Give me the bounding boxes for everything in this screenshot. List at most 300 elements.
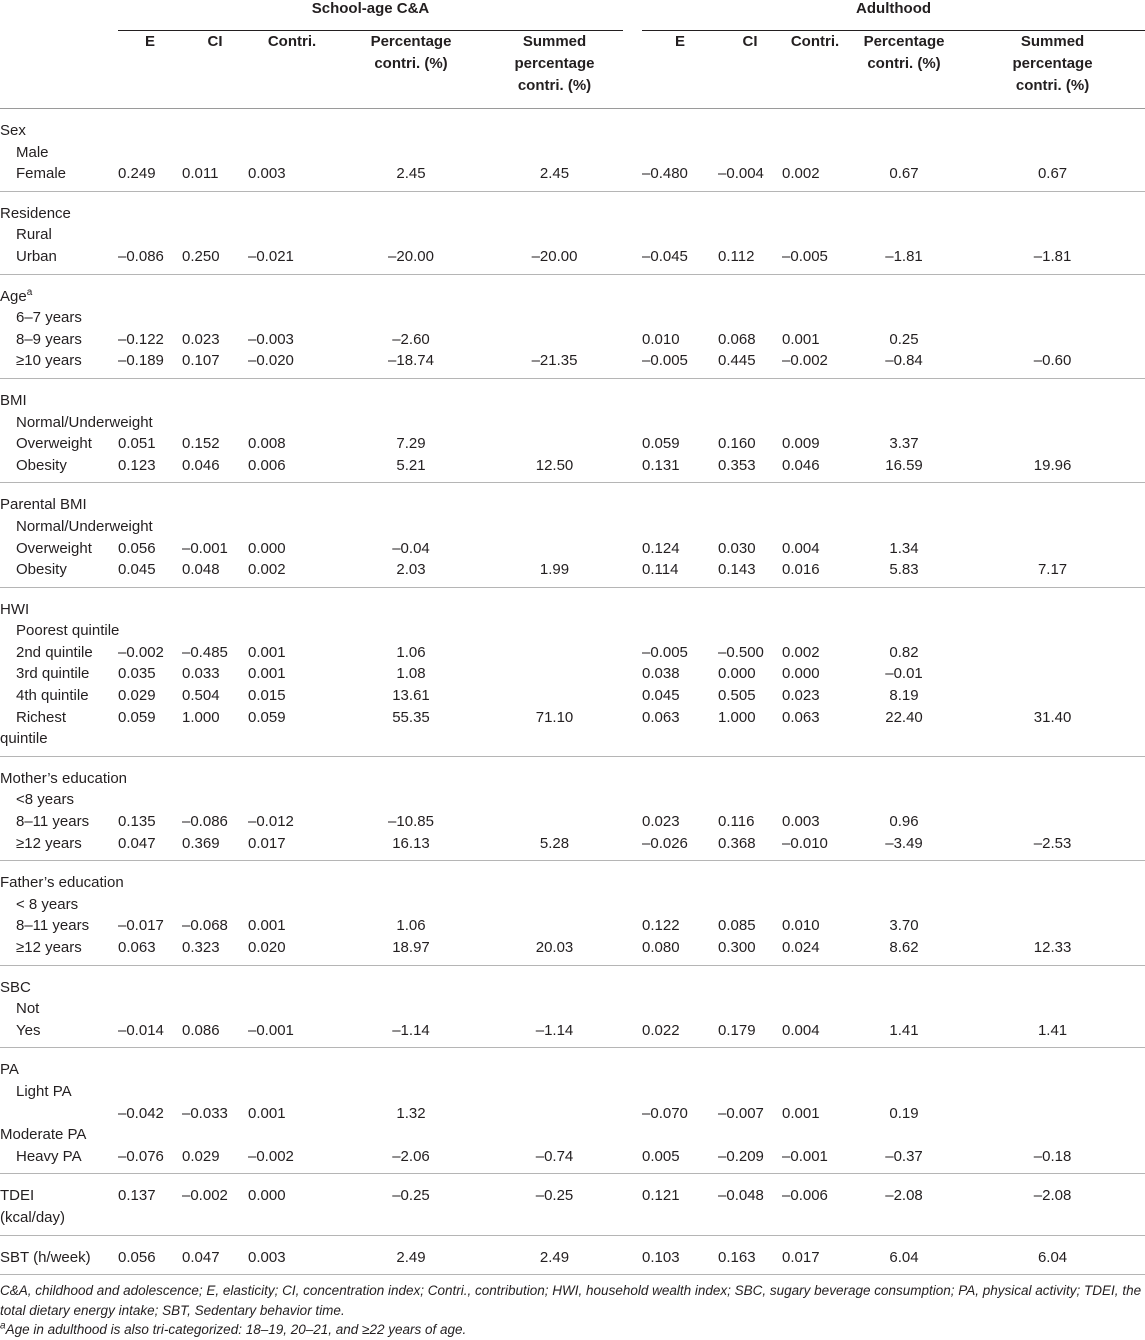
table-cell: –2.53 [960,833,1145,861]
table-cell: –0.004 [718,163,782,191]
table-cell [718,224,782,246]
table-cell [336,142,486,164]
table-cell: 1.06 [396,643,426,661]
table-cell [960,483,1145,516]
table-cell [336,1124,486,1146]
table-cell: 0.047 [182,1235,248,1275]
table-cell [642,307,718,329]
table-cell [182,378,248,411]
table-cell [486,1081,623,1103]
table-cell: 22.40 [885,708,923,726]
table-cell: 0.82 [889,643,919,661]
table-cell [960,861,1145,894]
table-cell [248,191,336,224]
table-cell [336,224,486,246]
table-cell: –0.500 [718,643,764,661]
table-row [0,559,1145,587]
table-cell [118,378,182,411]
table-cell [960,811,1145,833]
table-cell: 0.19 [889,1104,919,1122]
table-cell: 0.504 [182,687,220,705]
table-cell: –0.020 [248,350,336,378]
table-cell: –0.086 [118,246,182,274]
table-cell: 0.023 [642,813,680,831]
table-cell [182,756,248,789]
col-header-ci: CI [182,31,248,109]
table-cell: 0.059 [642,435,680,453]
table-cell: 0.080 [642,937,718,965]
table-cell: 0.179 [718,1020,782,1048]
table-cell [960,915,1145,937]
table-cell [848,274,960,307]
col-header-percentage: Percentage contri. (%) [848,31,960,109]
table-row [0,142,1145,164]
table-cell [642,142,718,164]
table-cell: 0.011 [182,163,248,191]
table-cell [718,274,782,307]
table-cell [960,728,1145,756]
table-cell: 0.001 [248,643,286,661]
table-cell [118,1048,182,1081]
table-cell: 0.000 [782,665,820,683]
table-cell: 0.010 [642,330,680,348]
table-cell [718,587,782,620]
table-cell: 0.063 [118,937,182,965]
table-cell: 0.045 [642,687,680,705]
table-cell: –1.81 [848,246,960,274]
table-cell [960,756,1145,789]
table-cell: 6.04 [848,1235,960,1275]
row-label: quintile [0,728,118,756]
table-cell [718,378,782,411]
col-header-summed: Summed percentage contri. (%) [960,31,1145,109]
table-cell [182,307,248,329]
group-header-school-age: School-age C&A [118,0,623,31]
table-cell [118,483,182,516]
row-label: Normal/Underweight [16,517,153,535]
table-cell: 0.004 [782,539,820,557]
table-cell: –0.001 [248,1020,336,1048]
table-cell [486,915,623,937]
table-cell [718,412,782,434]
table-cell: 0.085 [718,917,756,935]
table-cell: 16.59 [848,455,960,483]
table-cell [642,861,718,894]
table-cell: 18.97 [336,937,486,965]
table-cell [782,861,848,894]
table-cell [336,307,486,329]
table-cell: 0.003 [782,813,820,831]
table-cell [248,378,336,411]
table-cell [118,728,182,756]
table-cell: –3.49 [848,833,960,861]
table-cell [642,412,718,434]
table-cell: –20.00 [336,246,486,274]
table-cell: 0.056 [118,539,156,557]
table-cell: 0.323 [182,937,248,965]
table-cell [718,307,782,329]
table-cell [182,412,248,434]
table-cell [118,1081,182,1103]
col-header-ci: CI [718,31,782,109]
table-cell [486,894,623,916]
section-title: Residence [0,204,71,222]
table-cell [336,412,486,434]
table-cell: 0.035 [118,665,156,683]
table-cell [960,307,1145,329]
table-cell [848,1081,960,1103]
table-cell: 0.005 [642,1146,718,1174]
table-cell [782,965,848,998]
table-cell [718,1048,782,1081]
row-label [0,1103,118,1125]
table-cell [182,728,248,756]
table-cell: 0.045 [118,559,182,587]
table-cell [960,1124,1145,1146]
table-cell [486,224,623,246]
row-label: 8–11 years [16,917,90,935]
table-cell: –0.74 [486,1146,623,1174]
table-row [0,811,1145,833]
table-cell: 19.96 [960,455,1145,483]
row-label: 6–7 years [16,309,82,327]
table-cell: –20.00 [486,246,623,274]
table-cell: 1.08 [396,665,426,683]
table-cell [848,307,960,329]
table-cell: 1.000 [718,708,756,726]
table-cell: 0.068 [718,330,756,348]
table-row [0,1048,1145,1081]
table-cell [782,789,848,811]
table-cell [248,756,336,789]
table-cell: 0.114 [642,559,718,587]
table-cell [336,191,486,224]
row-label: 4th quintile [16,687,89,705]
table-cell: 0.122 [642,917,680,935]
table-cell: –2.06 [336,1146,486,1174]
table-cell [486,307,623,329]
table-cell: 0.67 [848,163,960,191]
row-label: Urban [0,246,118,274]
table-row [0,483,1145,516]
table-row [0,538,1145,560]
table-cell [960,412,1145,434]
table-cell: 0.000 [248,539,286,557]
table-cell [486,998,623,1020]
col-header-contri: Contri. [248,31,336,109]
table-cell [118,756,182,789]
table-cell: –0.25 [486,1174,623,1235]
table-cell [486,861,623,894]
table-cell: –1.81 [960,246,1145,274]
section-title: PA [0,1061,19,1079]
table-cell: 3.37 [889,435,919,453]
table-cell: 1.99 [486,559,623,587]
table-cell: 0.023 [182,330,220,348]
row-label: Yes [0,1020,118,1048]
table-cell [336,516,486,538]
table-cell: –0.122 [118,330,164,348]
table-cell: –0.021 [248,246,336,274]
table-cell: –0.076 [118,1146,182,1174]
table-cell: 0.033 [182,665,220,683]
table-row [0,191,1145,224]
table-cell [182,998,248,1020]
table-cell: 1.41 [848,1020,960,1048]
table-cell [486,109,623,142]
table-cell [782,1124,848,1146]
table-cell [848,861,960,894]
row-label: 3rd quintile [16,665,90,683]
table-cell [486,142,623,164]
table-cell: –0.017 [118,917,164,935]
table-cell: 2.49 [336,1235,486,1275]
table-cell [486,620,623,642]
table-cell [182,191,248,224]
row-label: Richest [16,708,67,726]
table-cell [118,307,182,329]
table-cell [248,1124,336,1146]
table-cell: –0.033 [182,1104,228,1122]
table-cell [848,998,960,1020]
table-cell [642,274,718,307]
table-row [0,728,1145,756]
table-cell [960,998,1145,1020]
table-cell [848,191,960,224]
table-cell [486,378,623,411]
table-cell [118,274,182,307]
table-cell [486,642,623,664]
table-row [0,1235,1145,1275]
table-cell: –10.85 [388,813,434,831]
table-cell [782,307,848,329]
row-label: < 8 years [16,895,79,913]
table-cell [960,1048,1145,1081]
table-cell: 0.030 [718,539,756,557]
table-cell [718,1124,782,1146]
row-label: ≥12 years [0,833,118,861]
table-cell [960,433,1145,455]
table-cell [182,1048,248,1081]
table-cell [248,998,336,1020]
table-cell [718,191,782,224]
table-row [0,1146,1145,1174]
table-cell [182,274,248,307]
table-cell [118,894,182,916]
table-cell [960,109,1145,142]
table-row [0,350,1145,378]
table-cell [486,789,623,811]
table-cell [486,412,623,434]
table-cell [486,728,623,756]
table-cell [182,965,248,998]
table-cell [848,412,960,434]
table-cell: –0.014 [118,1020,182,1048]
table-cell [248,109,336,142]
table-cell: 1.32 [396,1104,426,1122]
table-row [0,587,1145,620]
table-cell: 0.445 [718,350,782,378]
table-cell [182,224,248,246]
table-cell [960,1081,1145,1103]
table-cell: 71.10 [535,708,574,726]
table-cell [718,789,782,811]
table-cell [960,789,1145,811]
table-cell [118,789,182,811]
section-title: Sex [0,122,26,139]
table-cell [336,587,486,620]
table-cell: 0.017 [782,1235,848,1275]
table-cell [642,1124,718,1146]
section-title: SBT (h/week) [0,1235,118,1275]
table-cell: –0.37 [848,1146,960,1174]
table-cell [782,1048,848,1081]
col-header-percentage: Percentage contri. (%) [336,31,486,109]
table-cell [718,965,782,998]
table-cell [336,789,486,811]
table-cell: 0.143 [718,559,782,587]
table-cell [848,728,960,756]
row-label: Not [16,1000,40,1018]
table-cell: –0.25 [336,1174,486,1235]
table-cell: –0.84 [848,350,960,378]
table-row [0,274,1145,307]
table-cell [486,433,623,455]
table-cell [782,142,848,164]
table-cell: –0.002 [118,643,164,661]
table-cell: 0.368 [718,833,782,861]
table-cell [960,620,1145,642]
table-cell: 0.001 [248,1104,286,1122]
table-cell: 0.063 [782,708,820,726]
table-cell: –2.08 [848,1174,960,1235]
table-cell [336,109,486,142]
table-cell [336,998,486,1020]
table-cell [782,894,848,916]
table-cell [486,663,623,685]
table-cell: 0.038 [642,665,680,683]
table-cell: 0.121 [642,1174,718,1235]
table-row [0,789,1145,811]
table-cell: –0.012 [248,813,294,831]
abbreviations-note: C&A, childhood and adolescence; E, elasticity; CI, concentration index; Contri., contribution; HWI, household wealth index; SBC, sugary beverage consumption; PA, physical activity; TDEI, the total dietary energy intake; SBT, Sedentary behavior time. [0,1283,1142,1318]
row-label: Poorest quintile [16,622,120,640]
group-header-adulthood: Adulthood [642,0,1145,31]
table-row [0,707,1145,729]
section-title: HWI [0,600,30,618]
table-cell: 7.29 [396,435,426,453]
table-cell [118,191,182,224]
table-cell [960,274,1145,307]
table-cell [248,587,336,620]
table-cell [486,1048,623,1081]
table-cell: 8.62 [848,937,960,965]
table-cell [642,378,718,411]
table-row [0,642,1145,664]
table-row [0,756,1145,789]
table-cell: 0.017 [248,833,336,861]
table-cell [642,109,718,142]
table-cell [182,789,248,811]
table-cell: 0.002 [782,163,848,191]
row-label: 8–11 years [16,813,90,831]
table-row [0,894,1145,916]
table-cell: 0.001 [248,665,286,683]
table-cell [782,728,848,756]
table-cell [848,620,960,642]
table-cell: 0.505 [718,687,756,705]
table-row [0,620,1145,642]
table-cell [248,965,336,998]
table-cell [336,1081,486,1103]
table-cell: 0.046 [782,455,848,483]
table-cell: 0.002 [782,643,820,661]
table-cell: –0.002 [248,1146,336,1174]
table-row [0,1124,1145,1146]
table-cell: 0.001 [782,1104,820,1122]
table-row [0,685,1145,707]
section-title: Parental BMI [0,496,87,514]
table-cell [642,965,718,998]
table-cell [642,789,718,811]
col-header-e: E [118,31,182,109]
table-cell [848,756,960,789]
table-row [0,1081,1145,1103]
table-cell: 0.047 [118,833,182,861]
table-cell: 0.022 [642,1020,718,1048]
table-cell: 0.029 [118,687,156,705]
table-cell [642,620,718,642]
table-cell: –0.006 [782,1174,848,1235]
table-cell: –0.045 [642,246,718,274]
table-body [0,109,1145,1275]
table-cell [960,329,1145,351]
table-cell: 0.023 [782,687,820,705]
table-cell: –0.01 [885,665,923,683]
table-cell [960,685,1145,707]
table-cell [118,861,182,894]
table-cell: 0.003 [248,1235,336,1275]
table-cell [642,516,718,538]
table-cell [118,109,182,142]
table-cell [960,663,1145,685]
table-cell [782,191,848,224]
table-cell [782,998,848,1020]
table-cell: 3.70 [889,917,919,935]
table-row [0,307,1145,329]
table-cell [782,516,848,538]
row-label: Overweight [16,539,92,557]
table-cell: 0.001 [248,917,286,935]
table-cell [960,642,1145,664]
table-cell: –0.042 [118,1104,164,1122]
table-cell [248,894,336,916]
table-cell [486,191,623,224]
table-cell: –0.026 [642,833,718,861]
table-cell: 0.059 [248,708,286,726]
table-cell [486,811,623,833]
table-cell: 0.046 [182,455,248,483]
table-cell: 0.015 [248,687,286,705]
table-cell: –2.08 [960,1174,1145,1235]
table-cell [960,142,1145,164]
table-cell [336,861,486,894]
table-cell [336,756,486,789]
table-cell [718,756,782,789]
table-cell [848,1048,960,1081]
table-cell: –0.001 [782,1146,848,1174]
row-label: 8–9 years [16,330,82,348]
